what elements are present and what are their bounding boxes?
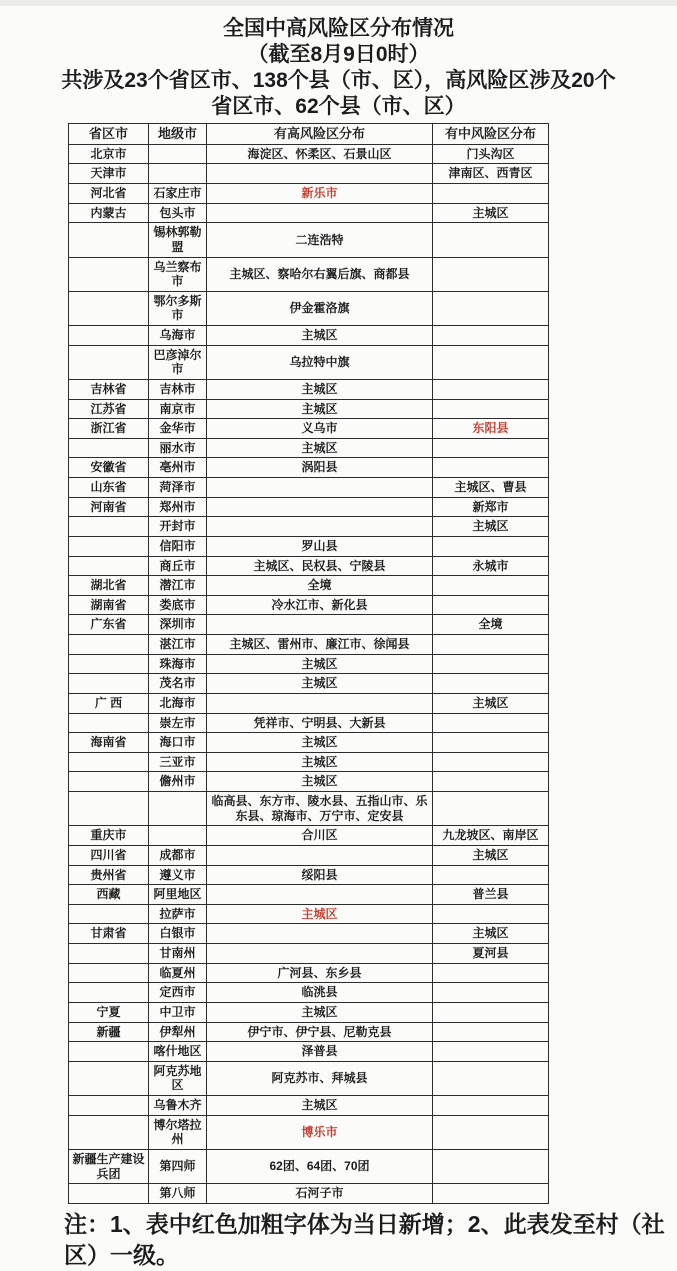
- cell-province: [69, 1061, 149, 1095]
- cell-city: 开封市: [149, 517, 207, 537]
- cell-province: 湖北省: [69, 576, 149, 596]
- table-row: [69, 478, 549, 498]
- cell-city: 喀什地区: [149, 1042, 207, 1062]
- cell-high-risk: 罗山县: [207, 536, 433, 556]
- cell-city: 拉萨市: [149, 904, 207, 924]
- cell-medium-risk: [433, 595, 549, 615]
- table-row: [69, 963, 549, 983]
- table-row: [69, 345, 549, 379]
- footnote: 注：1、表中红色加粗字体为当日新增；2、此表发至村（社区）一级。: [64, 1210, 665, 1268]
- cell-high-risk: [207, 845, 433, 865]
- table-row: [69, 885, 549, 905]
- cell-high-risk: [207, 203, 433, 223]
- cell-city: 伊犁州: [149, 1022, 207, 1042]
- table-row: [69, 713, 549, 733]
- cell-medium-risk: [433, 635, 549, 655]
- cell-high-risk: 主城区: [207, 733, 433, 753]
- table-row: [69, 576, 549, 596]
- cell-province: 河北省: [69, 184, 149, 204]
- document-header: [0, 16, 677, 120]
- cell-city: 茂名市: [149, 674, 207, 694]
- table-row: [69, 517, 549, 537]
- table-row: [69, 257, 549, 291]
- cell-city: 金华市: [149, 419, 207, 439]
- cell-high-risk: [207, 164, 433, 184]
- cell-city: 深圳市: [149, 615, 207, 635]
- cell-city: 湛江市: [149, 635, 207, 655]
- table-row: [69, 826, 549, 846]
- cell-province: [69, 326, 149, 346]
- cell-medium-risk: [433, 865, 549, 885]
- cell-city: 第八师: [149, 1184, 207, 1204]
- cell-medium-risk: [433, 458, 549, 478]
- table-row: [69, 674, 549, 694]
- cell-city: 儋州市: [149, 772, 207, 792]
- cell-province: 北京市: [69, 144, 149, 164]
- cell-medium-risk: 永城市: [433, 556, 549, 576]
- cell-medium-risk: [433, 184, 549, 204]
- cell-medium-risk: 主城区、曹县: [433, 478, 549, 498]
- col-header-province: 省区市: [69, 124, 149, 145]
- cell-medium-risk: [433, 733, 549, 753]
- cell-province: [69, 752, 149, 772]
- cell-medium-risk: [433, 223, 549, 257]
- cell-city: 潜江市: [149, 576, 207, 596]
- cell-high-risk: 阿克苏市、拜城县: [207, 1061, 433, 1095]
- cell-medium-risk: [433, 257, 549, 291]
- cell-medium-risk: 九龙坡区、南岸区: [433, 826, 549, 846]
- cell-high-risk: 主城区、察哈尔右翼后旗、商都县: [207, 257, 433, 291]
- cell-city: 郑州市: [149, 497, 207, 517]
- cell-high-risk: 临洮县: [207, 983, 433, 1003]
- cell-city: 乌兰察布市: [149, 257, 207, 291]
- cell-province: 广东省: [69, 615, 149, 635]
- table-row: [69, 983, 549, 1003]
- cell-city: 海口市: [149, 733, 207, 753]
- table-row: [69, 326, 549, 346]
- cell-province: [69, 438, 149, 458]
- cell-high-risk: 泽普县: [207, 1042, 433, 1062]
- cell-high-risk: [207, 517, 433, 537]
- cell-medium-risk: 主城区: [433, 845, 549, 865]
- cell-province: [69, 772, 149, 792]
- table-row: [69, 904, 549, 924]
- cell-high-risk: 新乐市: [207, 184, 433, 204]
- cell-high-risk: 凭祥市、宁明县、大新县: [207, 713, 433, 733]
- cell-province: 海南省: [69, 733, 149, 753]
- cell-medium-risk: 夏河县: [433, 944, 549, 964]
- cell-province: 新疆生产建设兵团: [69, 1149, 149, 1183]
- cell-medium-risk: [433, 1115, 549, 1149]
- cell-province: [69, 1042, 149, 1062]
- table-row: [69, 438, 549, 458]
- table-row: [69, 865, 549, 885]
- table-row: [69, 1042, 549, 1062]
- cell-province: 贵州省: [69, 865, 149, 885]
- table-row: [69, 693, 549, 713]
- cell-province: [69, 944, 149, 964]
- table-row: [69, 1096, 549, 1116]
- col-header-medium-risk: 有中风险区分布: [433, 124, 549, 145]
- cell-medium-risk: 门头沟区: [433, 144, 549, 164]
- cell-province: 天津市: [69, 164, 149, 184]
- cell-high-risk: 主城区: [207, 326, 433, 346]
- table-row: [69, 1022, 549, 1042]
- cell-high-risk: 石河子市: [207, 1184, 433, 1204]
- cell-high-risk: 伊金霍洛旗: [207, 291, 433, 325]
- cell-medium-risk: [433, 379, 549, 399]
- table-row: [69, 792, 549, 826]
- cell-city: [149, 144, 207, 164]
- table-header-row: [69, 124, 549, 145]
- cell-medium-risk: 主城区: [433, 203, 549, 223]
- cell-medium-risk: 主城区: [433, 693, 549, 713]
- cell-province: [69, 1184, 149, 1204]
- table-row: [69, 1184, 549, 1204]
- table-row: [69, 399, 549, 419]
- cell-medium-risk: [433, 326, 549, 346]
- cell-medium-risk: [433, 772, 549, 792]
- cell-city: 吉林市: [149, 379, 207, 399]
- cell-medium-risk: [433, 654, 549, 674]
- cell-high-risk: 62团、64团、70团: [207, 1149, 433, 1183]
- table-row: [69, 924, 549, 944]
- cell-high-risk: 主城区、民权县、宁陵县: [207, 556, 433, 576]
- col-header-high-risk: 有高风险区分布: [207, 124, 433, 145]
- cell-city: 第四师: [149, 1149, 207, 1183]
- table-row: [69, 419, 549, 439]
- cell-province: [69, 345, 149, 379]
- cell-province: [69, 963, 149, 983]
- cell-high-risk: 伊宁市、伊宁县、尼勒克县: [207, 1022, 433, 1042]
- risk-area-table: [68, 123, 549, 1204]
- cell-province: [69, 635, 149, 655]
- cell-high-risk: 主城区: [207, 654, 433, 674]
- table-row: [69, 1115, 549, 1149]
- cell-province: 新疆: [69, 1022, 149, 1042]
- cell-province: [69, 983, 149, 1003]
- cell-province: [69, 1096, 149, 1116]
- cell-province: [69, 713, 149, 733]
- table-row: [69, 752, 549, 772]
- cell-province: [69, 674, 149, 694]
- cell-high-risk: [207, 497, 433, 517]
- table-row: [69, 203, 549, 223]
- cell-medium-risk: 主城区: [433, 517, 549, 537]
- cell-city: 石家庄市: [149, 184, 207, 204]
- cell-medium-risk: [433, 1149, 549, 1183]
- cell-medium-risk: [433, 1002, 549, 1022]
- cell-city: 定西市: [149, 983, 207, 1003]
- cell-medium-risk: [433, 1042, 549, 1062]
- table-row: [69, 223, 549, 257]
- table-row: [69, 184, 549, 204]
- cell-high-risk: 主城区: [207, 674, 433, 694]
- cell-city: 亳州市: [149, 458, 207, 478]
- cell-city: 丽水市: [149, 438, 207, 458]
- cell-medium-risk: 东阳县: [433, 419, 549, 439]
- cell-province: [69, 517, 149, 537]
- cell-medium-risk: [433, 1022, 549, 1042]
- cell-high-risk: 主城区: [207, 1002, 433, 1022]
- cell-city: 临夏州: [149, 963, 207, 983]
- cell-high-risk: 主城区: [207, 1096, 433, 1116]
- table-row: [69, 497, 549, 517]
- cell-city: 乌海市: [149, 326, 207, 346]
- cell-medium-risk: [433, 983, 549, 1003]
- cell-medium-risk: [433, 536, 549, 556]
- table-row: [69, 536, 549, 556]
- cell-city: 崇左市: [149, 713, 207, 733]
- cell-high-risk: 主城区: [207, 379, 433, 399]
- cell-high-risk: 主城区: [207, 772, 433, 792]
- cell-city: 信阳市: [149, 536, 207, 556]
- cell-medium-risk: [433, 963, 549, 983]
- cell-city: 北海市: [149, 693, 207, 713]
- table-row: [69, 845, 549, 865]
- cell-province: [69, 792, 149, 826]
- cell-high-risk: [207, 885, 433, 905]
- cell-medium-risk: [433, 752, 549, 772]
- cell-province: 西藏: [69, 885, 149, 905]
- table-row: [69, 944, 549, 964]
- cell-city: [149, 826, 207, 846]
- cell-city: 甘南州: [149, 944, 207, 964]
- cell-city: 白银市: [149, 924, 207, 944]
- cell-medium-risk: [433, 792, 549, 826]
- table-row: [69, 615, 549, 635]
- cell-province: [69, 654, 149, 674]
- cell-high-risk: [207, 924, 433, 944]
- cell-province: 宁夏: [69, 1002, 149, 1022]
- cell-medium-risk: 普兰县: [433, 885, 549, 905]
- cell-high-risk: 绥阳县: [207, 865, 433, 885]
- cell-medium-risk: [433, 1184, 549, 1204]
- summary-line: 共涉及23个省区市、138个县（市、区），高风险区涉及20个省区市、62个县（市、区）: [61, 69, 616, 118]
- cell-high-risk: 涡阳县: [207, 458, 433, 478]
- cell-medium-risk: [433, 1061, 549, 1095]
- cell-high-risk: 乌拉特中旗: [207, 345, 433, 379]
- cell-high-risk: [207, 478, 433, 498]
- cell-city: 中卫市: [149, 1002, 207, 1022]
- cell-province: 浙江省: [69, 419, 149, 439]
- cell-high-risk: 临高县、东方市、陵水县、五指山市、乐东县、琼海市、万宁市、定安县: [207, 792, 433, 826]
- cell-city: 南京市: [149, 399, 207, 419]
- table-row: [69, 164, 549, 184]
- cell-high-risk: [207, 944, 433, 964]
- cell-city: 乌鲁木齐: [149, 1096, 207, 1116]
- cell-medium-risk: [433, 438, 549, 458]
- cell-city: [149, 792, 207, 826]
- cell-city: 成都市: [149, 845, 207, 865]
- table-row: [69, 772, 549, 792]
- cell-medium-risk: [433, 904, 549, 924]
- col-header-city: 地级市: [149, 124, 207, 145]
- cell-medium-risk: [433, 1096, 549, 1116]
- table-row: [69, 379, 549, 399]
- cell-medium-risk: [433, 674, 549, 694]
- cell-high-risk: 海淀区、怀柔区、石景山区: [207, 144, 433, 164]
- cell-medium-risk: [433, 291, 549, 325]
- cell-city: 阿里地区: [149, 885, 207, 905]
- as-of-date: （截至8月9日0时）: [247, 43, 430, 66]
- cell-city: 菏泽市: [149, 478, 207, 498]
- cell-province: 河南省: [69, 497, 149, 517]
- cell-city: 鄂尔多斯市: [149, 291, 207, 325]
- cell-high-risk: 主城区、雷州市、廉江市、徐闻县: [207, 635, 433, 655]
- cell-province: 重庆市: [69, 826, 149, 846]
- document-page: [0, 6, 677, 1271]
- table-row: [69, 635, 549, 655]
- cell-medium-risk: 新郑市: [433, 497, 549, 517]
- table-row: [69, 595, 549, 615]
- table-row: [69, 733, 549, 753]
- cell-province: 内蒙古: [69, 203, 149, 223]
- table-row: [69, 1149, 549, 1183]
- cell-high-risk: 义乌市: [207, 419, 433, 439]
- cell-province: [69, 257, 149, 291]
- table-row: [69, 654, 549, 674]
- cell-province: 山东省: [69, 478, 149, 498]
- cell-city: [149, 164, 207, 184]
- table-row: [69, 1002, 549, 1022]
- cell-province: [69, 536, 149, 556]
- table-row: [69, 556, 549, 576]
- table-row: [69, 458, 549, 478]
- table-row: [69, 291, 549, 325]
- cell-city: 遵义市: [149, 865, 207, 885]
- cell-province: 甘肃省: [69, 924, 149, 944]
- cell-province: [69, 223, 149, 257]
- cell-high-risk: 合川区: [207, 826, 433, 846]
- cell-city: 珠海市: [149, 654, 207, 674]
- cell-city: 包头市: [149, 203, 207, 223]
- cell-province: 广 西: [69, 693, 149, 713]
- cell-province: [69, 904, 149, 924]
- page-title: 全国中高风险区分布情况: [223, 17, 454, 40]
- cell-high-risk: 主城区: [207, 438, 433, 458]
- cell-province: 四川省: [69, 845, 149, 865]
- cell-city: 巴彦淖尔市: [149, 345, 207, 379]
- cell-high-risk: 广河县、东乡县: [207, 963, 433, 983]
- cell-high-risk: 博乐市: [207, 1115, 433, 1149]
- cell-city: 娄底市: [149, 595, 207, 615]
- cell-medium-risk: [433, 345, 549, 379]
- cell-province: [69, 556, 149, 576]
- table-row: [69, 144, 549, 164]
- cell-province: 吉林省: [69, 379, 149, 399]
- cell-city: 阿克苏地区: [149, 1061, 207, 1095]
- cell-medium-risk: 全境: [433, 615, 549, 635]
- cell-province: [69, 1115, 149, 1149]
- cell-medium-risk: 津南区、西青区: [433, 164, 549, 184]
- cell-high-risk: [207, 615, 433, 635]
- cell-city: 锡林郭勒盟: [149, 223, 207, 257]
- table-row: [69, 1061, 549, 1095]
- cell-city: 三亚市: [149, 752, 207, 772]
- cell-province: 湖南省: [69, 595, 149, 615]
- cell-high-risk: [207, 693, 433, 713]
- cell-high-risk: 冷水江市、新化县: [207, 595, 433, 615]
- cell-high-risk: 全境: [207, 576, 433, 596]
- cell-medium-risk: 主城区: [433, 924, 549, 944]
- table-body: [69, 144, 549, 1203]
- cell-high-risk: 主城区: [207, 752, 433, 772]
- cell-medium-risk: [433, 399, 549, 419]
- cell-high-risk: 主城区: [207, 904, 433, 924]
- cell-high-risk: 二连浩特: [207, 223, 433, 257]
- cell-city: 商丘市: [149, 556, 207, 576]
- cell-city: 博尔塔拉州: [149, 1115, 207, 1149]
- cell-province: [69, 291, 149, 325]
- cell-province: 江苏省: [69, 399, 149, 419]
- cell-high-risk: 主城区: [207, 399, 433, 419]
- cell-medium-risk: [433, 713, 549, 733]
- cell-medium-risk: [433, 576, 549, 596]
- cell-province: 安徽省: [69, 458, 149, 478]
